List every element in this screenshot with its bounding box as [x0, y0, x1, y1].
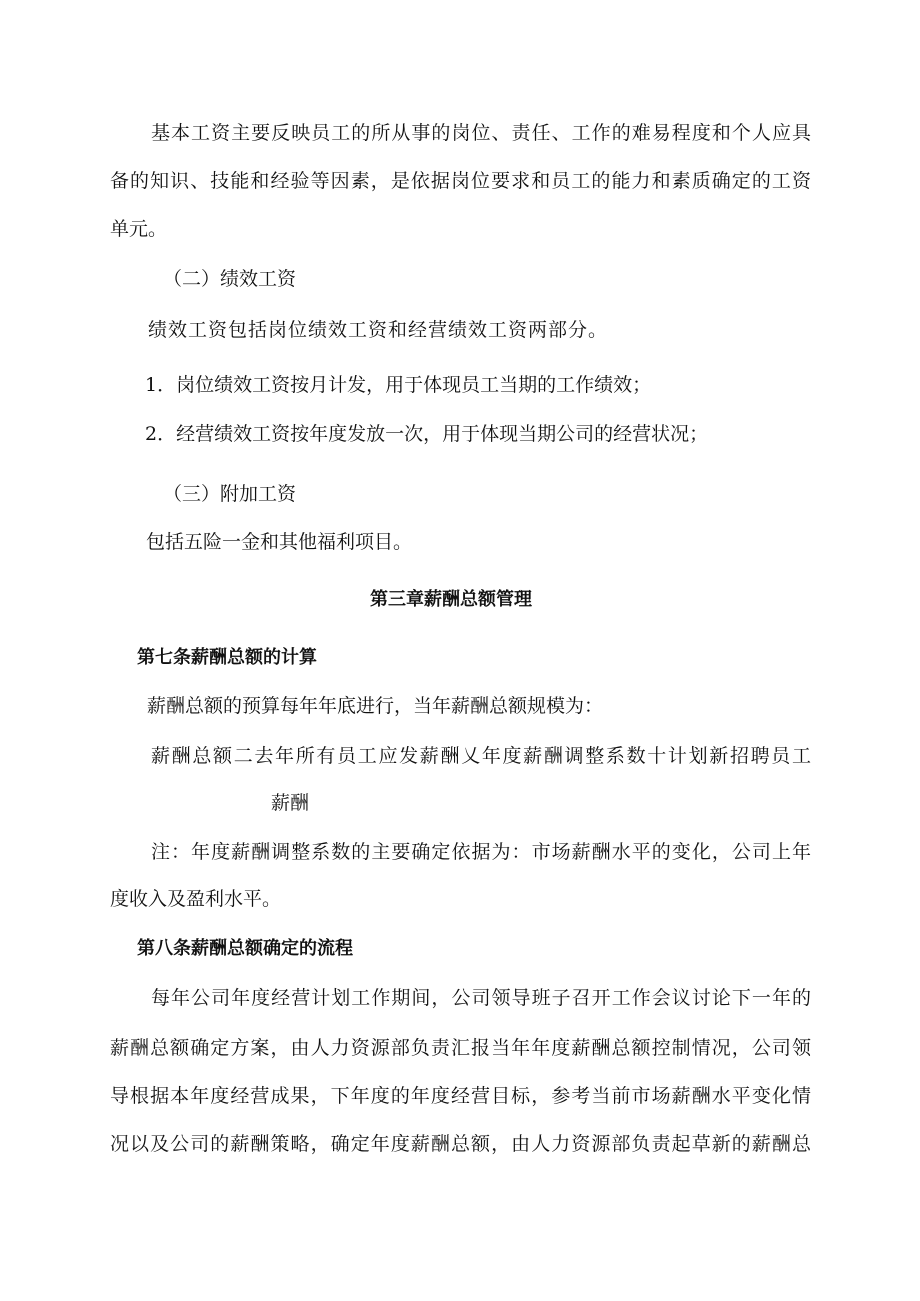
section-heading-performance-salary: （二）绩效工资 — [163, 268, 297, 290]
section-heading-additional-salary: （三）附加工资 — [163, 483, 297, 505]
note-line-2: 度收入及盈利水平。 — [110, 888, 282, 910]
paragraph-additional-salary: 包括五险一金和其他福利项目。 — [146, 531, 413, 553]
formula-line-2: 薪酬 — [271, 792, 310, 814]
paragraph-basic-salary-line-2: 备的知识、技能和经验等因素，是依据岗位要求和员工的能力和素质确定的工资 — [110, 170, 811, 192]
article-8-heading: 第八条薪酬总额确定的流程 — [137, 938, 353, 959]
paragraph-process-line-3: 导根据本年度经营成果，下年度的年度经营目标，参考当前市场薪酬水平变化情 — [110, 1085, 811, 1107]
paragraph-process-line-1: 每年公司年度经营计划工作期间，公司领导班子召开工作会议讨论下一年的 — [151, 987, 811, 1009]
list-item-2: 2．经营绩效工资按年度发放一次，用于体现当期公司的经营状况； — [145, 423, 709, 445]
paragraph-performance-salary: 绩效工资包括岗位绩效工资和经营绩效工资两部分。 — [148, 319, 609, 341]
article-7-heading: 第七条薪酬总额的计算 — [137, 647, 317, 668]
note-line-1: 注：年度薪酬调整系数的主要确定依据为：市场薪酬水平的变化，公司上年 — [151, 841, 811, 863]
paragraph-basic-salary-line-3: 单元。 — [110, 218, 168, 240]
paragraph-budget: 薪酬总额的预算每年年底进行，当年薪酬总额规模为： — [147, 695, 604, 717]
paragraph-process-line-4: 况以及公司的薪酬策略，确定年度薪酬总额，由人力资源部负责起草新的薪酬总 — [110, 1133, 811, 1155]
paragraph-basic-salary-line-1: 基本工资主要反映员工的所从事的岗位、责任、工作的难易程度和个人应具 — [151, 122, 811, 144]
paragraph-process-line-2: 薪酬总额确定方案，由人力资源部负责汇报当年年度薪酬总额控制情况，公司领 — [110, 1037, 811, 1059]
chapter-title: 第三章薪酬总额管理 — [370, 589, 532, 610]
list-item-1: 1．岗位绩效工资按月计发，用于体现员工当期的工作绩效； — [145, 374, 652, 396]
formula-line-1: 薪酬总额二去年所有员工应发薪酬乂年度薪酬调整系数十计划新招聘员工 — [151, 745, 811, 767]
